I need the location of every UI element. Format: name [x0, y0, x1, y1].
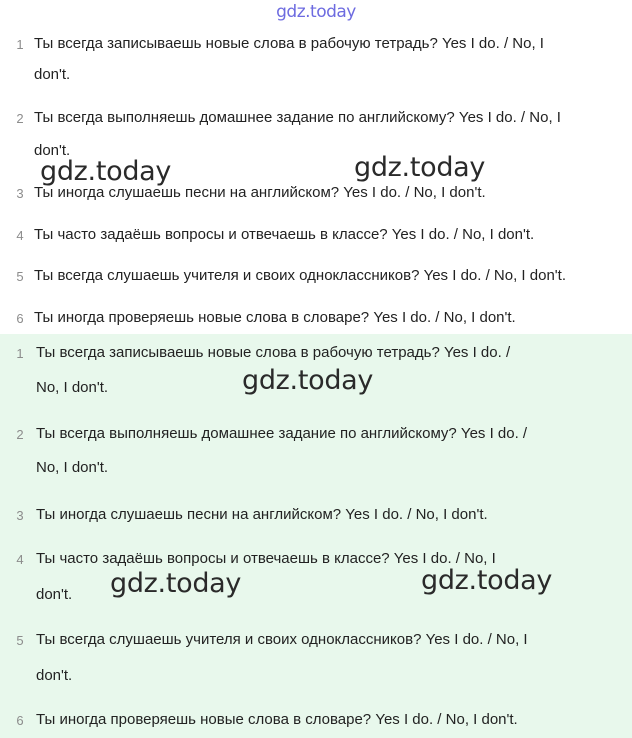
item-number: 1	[16, 346, 24, 361]
item-text-continued: don't.	[36, 586, 73, 603]
item-text-continued: No, I don't.	[36, 379, 109, 396]
item-text: Ты иногда проверяешь новые слова в словаре? Yes I do. / No, I don't.	[34, 309, 516, 326]
item-number: 5	[16, 633, 24, 648]
watermark: gdz.today	[110, 568, 242, 599]
item-text: Ты всегда записываешь новые слова в рабочую тетрадь? Yes I do. /	[36, 344, 511, 361]
watermark: gdz.today	[242, 365, 374, 396]
item-text-continued: No, I don't.	[36, 459, 109, 476]
item-number: 3	[16, 186, 24, 201]
item-text: Ты иногда слушаешь песни на английском? Yes I do. / No, I don't.	[34, 184, 486, 201]
item-text: Ты всегда выполняешь домашнее задание по английскому? Yes I do. /	[36, 425, 528, 442]
item-text: Ты всегда слушаешь учителя и своих одноклассников? Yes I do. / No, I	[36, 631, 528, 648]
item-number: 4	[16, 552, 24, 567]
watermark: gdz.today	[354, 152, 486, 183]
item-text-continued: don't.	[36, 667, 73, 684]
top-watermark: gdz.today	[276, 2, 356, 22]
item-number: 2	[16, 111, 24, 126]
item-text: Ты иногда слушаешь песни на английском? Yes I do. / No, I don't.	[36, 506, 488, 523]
item-text: Ты часто задаёшь вопросы и отвечаешь в классе? Yes I do. / No, I	[36, 550, 496, 567]
watermark: gdz.today	[421, 565, 553, 596]
item-text: Ты иногда проверяешь новые слова в словаре? Yes I do. / No, I don't.	[36, 711, 518, 728]
item-number: 3	[16, 508, 24, 523]
item-text: Ты всегда слушаешь учителя и своих одноклассников? Yes I do. / No, I don't.	[34, 267, 566, 284]
item-text: Ты часто задаёшь вопросы и отвечаешь в классе? Yes I do. / No, I don't.	[34, 226, 535, 243]
item-number: 1	[16, 37, 24, 52]
item-text: Ты всегда выполняешь домашнее задание по английскому? Yes I do. / No, I	[34, 109, 561, 126]
item-text-continued: don't.	[34, 142, 71, 159]
item-text: Ты всегда записываешь новые слова в рабочую тетрадь? Yes I do. / No, I	[34, 35, 544, 52]
item-text-continued: don't.	[34, 66, 71, 83]
item-number: 6	[16, 713, 24, 728]
item-number: 6	[16, 311, 24, 326]
item-number: 5	[16, 269, 24, 284]
item-number: 4	[16, 228, 24, 243]
item-number: 2	[16, 427, 24, 442]
watermark: gdz.today	[40, 156, 172, 187]
